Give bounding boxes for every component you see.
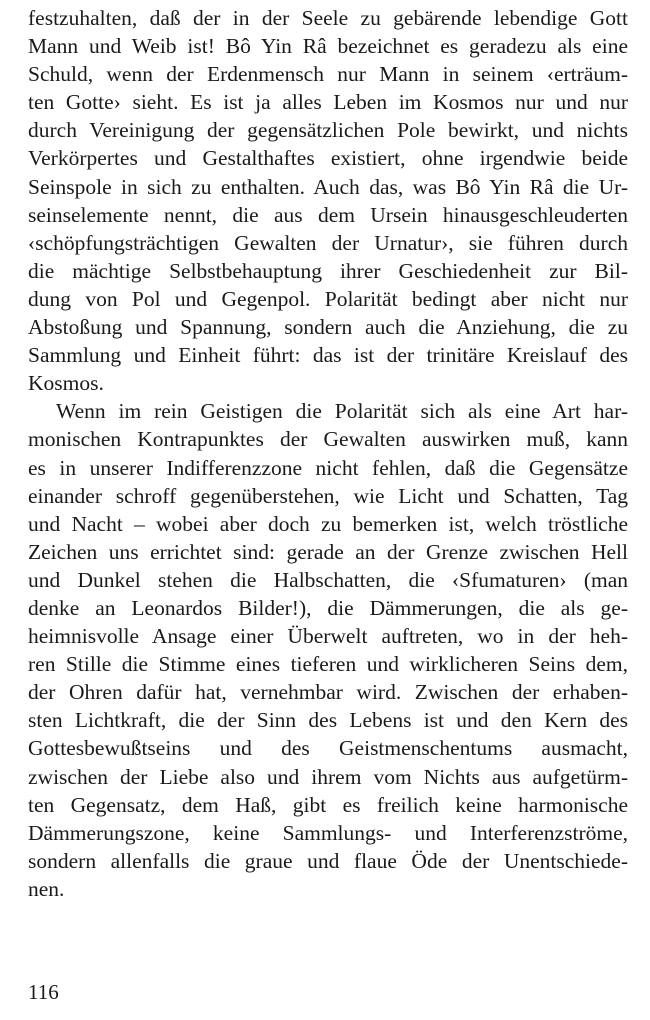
text-line: Gottesbewußtseins und des Geistmenschentums ausmacht, bbox=[28, 736, 628, 761]
text-line: die mächtige Selbstbehauptung ihrer Geschiedenheit zur Bil- bbox=[28, 258, 628, 283]
text-line: ren Stille die Stimme eines tieferen und wirklicheren Seins dem, bbox=[28, 652, 628, 677]
text-line: Schuld, wenn der Erdenmensch nur Mann in seinem ‹erträum- bbox=[28, 62, 628, 87]
text-line: monischen Kontrapunktes der Gewalten auswirken muß, kann bbox=[28, 427, 628, 452]
text-line: durch Vereinigung der gegensätzlichen Pole bewirkt, und nichts bbox=[28, 118, 628, 143]
text-line: Seinspole in sich zu enthalten. Auch das, was Bô Yin Râ die Ur- bbox=[28, 174, 628, 199]
text-line: ten Gotte› sieht. Es ist ja alles Leben im Kosmos nur und nur bbox=[28, 90, 628, 115]
text-line: dung von Pol und Gegenpol. Polarität bedingt aber nicht nur bbox=[28, 286, 628, 311]
paragraph bbox=[28, 4, 628, 397]
text-line: Zeichen uns errichtet sind: gerade an der Grenze zwischen Hell bbox=[28, 539, 628, 564]
text-line: seinselemente nennt, die aus dem Ursein hinausgeschleuderten bbox=[28, 202, 628, 227]
text-line: und Nacht – wobei aber doch zu bemerken ist, welch tröstliche bbox=[28, 511, 628, 536]
text-line: Dämmerungszone, keine Sammlungs- und Interferenzströme, bbox=[28, 820, 628, 845]
text-line: Abstoßung und Spannung, sondern auch die Anziehung, die zu bbox=[28, 315, 628, 340]
text-line: Kosmos. bbox=[28, 371, 104, 396]
text-line: festzuhalten, daß der in der Seele zu gebärende lebendige Gott bbox=[28, 6, 628, 30]
text-line: einander schroff gegenüberstehen, wie Licht und Schatten, Tag bbox=[28, 483, 628, 508]
text-line: Mann und Weib ist! Bô Yin Râ bezeichnet es geradezu als eine bbox=[28, 34, 628, 59]
text-line: der Ohren dafür hat, vernehmbar wird. Zwischen der erhaben- bbox=[28, 680, 628, 705]
page-number: 116 bbox=[28, 980, 59, 1004]
text-line: zwischen der Liebe also und ihrem vom Nichts aus aufgetürm- bbox=[28, 764, 628, 789]
text-line: denke an Leonardos Bilder!), die Dämmerungen, die als ge- bbox=[28, 595, 628, 620]
text-line: Sammlung und Einheit führt: das ist der trinitäre Kreislauf des bbox=[28, 343, 628, 368]
text-line: sten Lichtkraft, die der Sinn des Lebens ist und den Kern des bbox=[28, 708, 628, 733]
text-line: Verkörpertes und Gestalthaftes existiert, ohne irgendwie beide bbox=[28, 146, 628, 171]
text-line: heimnisvolle Ansage einer Überwelt auftreten, wo in der heh- bbox=[28, 624, 628, 649]
text-line: Wenn im rein Geistigen die Polarität sich als eine Art har- bbox=[56, 399, 628, 424]
book-page-text bbox=[28, 4, 628, 903]
text-line: es in unserer Indifferenzzone nicht fehlen, daß die Gegensätze bbox=[28, 455, 628, 480]
text-line: und Dunkel stehen die Halbschatten, die ‹Sfumaturen› (man bbox=[28, 567, 628, 592]
text-line: sondern allenfalls die graue und flaue Öde der Unentschiede- bbox=[28, 848, 628, 873]
text-line: nen. bbox=[28, 876, 65, 901]
paragraph bbox=[28, 397, 628, 903]
text-line: ‹schöpfungsträchtigen Gewalten der Urnatur›, sie führen durch bbox=[28, 230, 628, 255]
text-line: ten Gegensatz, dem Haß, gibt es freilich keine harmonische bbox=[28, 792, 628, 817]
